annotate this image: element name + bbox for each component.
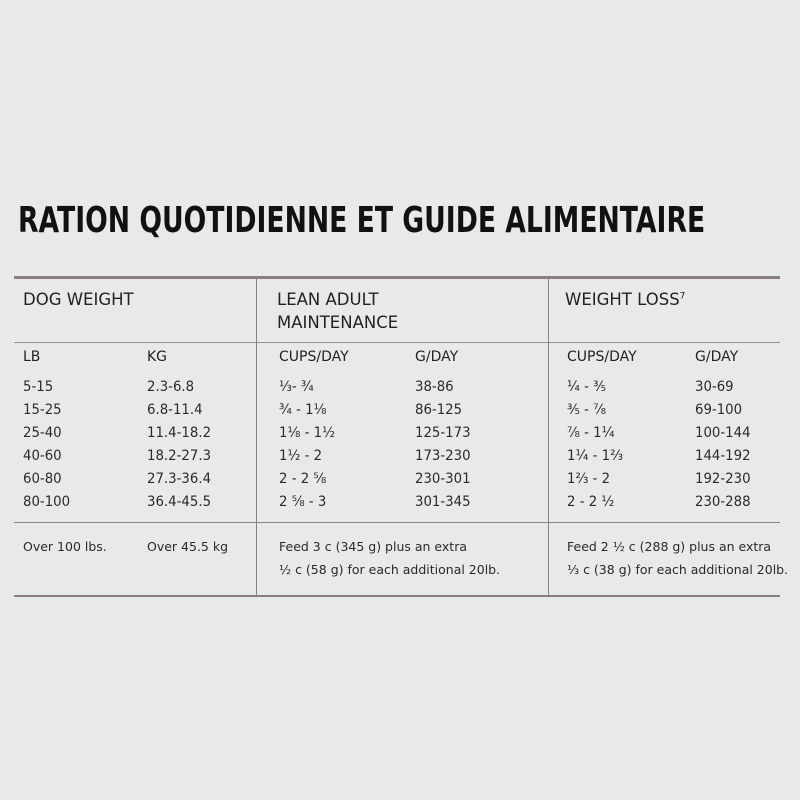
cell-loss-g: 69-100: [695, 402, 743, 418]
footer-kg: Over 45.5 kg: [147, 539, 229, 554]
cell-lb: 15-25: [23, 402, 62, 418]
column-divider-1: [256, 279, 257, 597]
cell-kg: 11.4-18.2: [147, 425, 212, 441]
header-weight-loss: [565, 288, 685, 311]
page-title: RATION QUOTIDIENNE ET GUIDE ALIMENTAIRE: [18, 200, 706, 241]
cell-lean-g: 125-173: [415, 425, 471, 441]
feeding-guide-table: [14, 276, 789, 598]
cell-lb: 5-15: [23, 379, 54, 395]
cell-loss-cups: ¼ - ⅗: [567, 379, 607, 395]
cell-lb: 60-80: [23, 471, 62, 487]
cell-loss-cups: ⅗ - ⅞: [567, 402, 607, 418]
cell-loss-g: 30-69: [695, 379, 734, 395]
footer-lean-line2: ½ c (58 g) for each additional 20lb.: [279, 562, 501, 577]
cell-lean-cups: ¾ - 1⅛: [279, 402, 327, 418]
footnote-marker: 7: [679, 291, 686, 302]
column-divider-2: [548, 279, 549, 597]
footer-lean-line1: Feed 3 c (345 g) plus an extra: [279, 539, 468, 554]
cell-kg: 2.3-6.8: [147, 379, 195, 395]
subheader-lean-g: G/DAY: [415, 349, 459, 365]
cell-loss-cups: 1¼ - 1⅔: [567, 448, 623, 464]
subheader-loss-cups: CUPS/DAY: [567, 349, 637, 365]
subheader-lean-cups: CUPS/DAY: [279, 349, 349, 365]
table-bottom-rule: [14, 595, 780, 597]
cell-loss-g: 144-192: [695, 448, 751, 464]
cell-lean-cups: 1⅛ - 1½: [279, 425, 335, 441]
footer-loss-line2: ⅓ c (38 g) for each additional 20lb.: [567, 562, 789, 577]
cell-lean-cups: 2 ⅝ - 3: [279, 494, 327, 510]
cell-lean-g: 301-345: [415, 494, 471, 510]
subheader-loss-g: G/DAY: [695, 349, 739, 365]
footer-divider: [14, 522, 780, 523]
header-lean-line2: MAINTENANCE: [277, 313, 399, 332]
cell-lean-g: 86-125: [415, 402, 463, 418]
header-dog-weight: DOG WEIGHT: [23, 290, 134, 309]
header-divider: [14, 342, 780, 343]
cell-kg: 36.4-45.5: [147, 494, 212, 510]
cell-loss-cups: 1⅔ - 2: [567, 471, 611, 487]
cell-lean-cups: 1½ - 2: [279, 448, 323, 464]
cell-lean-g: 230-301: [415, 471, 471, 487]
cell-loss-cups: 2 - 2 ½: [567, 494, 615, 510]
cell-kg: 27.3-36.4: [147, 471, 212, 487]
subheader-kg: KG: [147, 349, 168, 365]
subheader-lb: LB: [23, 349, 41, 365]
cell-lean-g: 38-86: [415, 379, 454, 395]
cell-lean-g: 173-230: [415, 448, 471, 464]
cell-lean-cups: ⅓- ¾: [279, 379, 314, 395]
footer-loss-line1: Feed 2 ½ c (288 g) plus an extra: [567, 539, 772, 554]
footer-lb: Over 100 lbs.: [23, 539, 107, 554]
header-weight-loss-label: WEIGHT LOSS: [565, 290, 680, 309]
cell-lean-cups: 2 - 2 ⅝: [279, 471, 327, 487]
table-top-rule: [14, 276, 780, 279]
cell-loss-cups: ⅞ - 1¼: [567, 425, 615, 441]
cell-lb: 80-100: [23, 494, 71, 510]
cell-lb: 40-60: [23, 448, 62, 464]
cell-lb: 25-40: [23, 425, 62, 441]
cell-loss-g: 192-230: [695, 471, 751, 487]
header-lean-line1: LEAN ADULT: [277, 290, 379, 309]
cell-kg: 18.2-27.3: [147, 448, 212, 464]
cell-kg: 6.8-11.4: [147, 402, 203, 418]
cell-loss-g: 100-144: [695, 425, 751, 441]
cell-loss-g: 230-288: [695, 494, 751, 510]
